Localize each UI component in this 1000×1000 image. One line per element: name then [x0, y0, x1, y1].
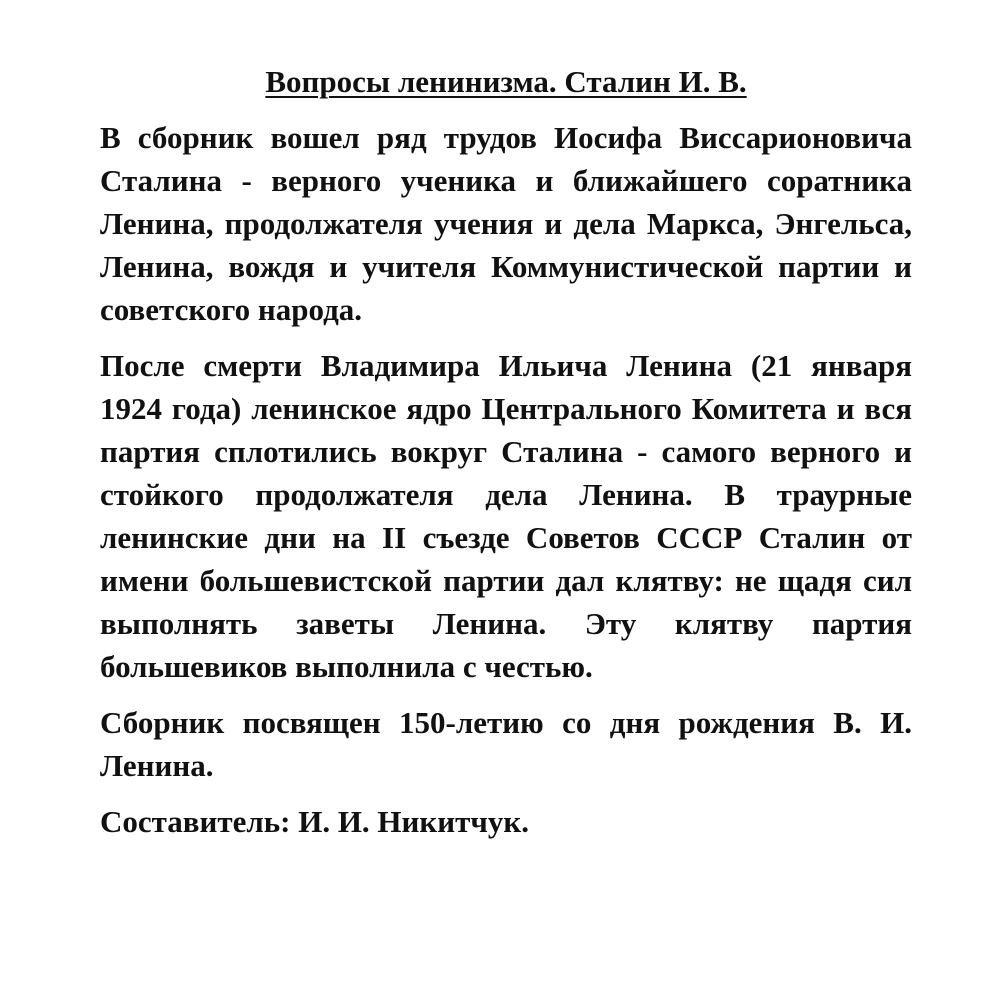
paragraph-description: В сборник вошел ряд трудов Иосифа Виссарионовича Сталина - верного ученика и ближайшего соратника Ленина, продолжателя учения и дела Маркса, Энгельса, Ленина, вождя и учителя Коммунистической партии и советского народа. [100, 120, 912, 327]
paragraph-history: После смерти Владимира Ильича Ленина (21 января 1924 года) ленинское ядро Центрального Комитета и вся партия сплотились вокруг Сталина - самого верного и стойкого продолжателя дела Ленина. В траурные ленинские дни на II съезде Советов СССР Сталин от имени большевистской партии дал клятву: не щадя сил выполнять заветы Ленина. Эту клятву партия большевиков выполнила с честью. [100, 348, 912, 684]
paragraph-compiler: Составитель: И. И. Никитчук. [100, 804, 529, 839]
document-title: Вопросы ленинизма. Сталин И. В. [265, 64, 747, 99]
document-page [100, 62, 912, 856]
paragraph-dedication: Сборник посвящен 150-летию со дня рождения В. И. Ленина. [100, 705, 912, 783]
